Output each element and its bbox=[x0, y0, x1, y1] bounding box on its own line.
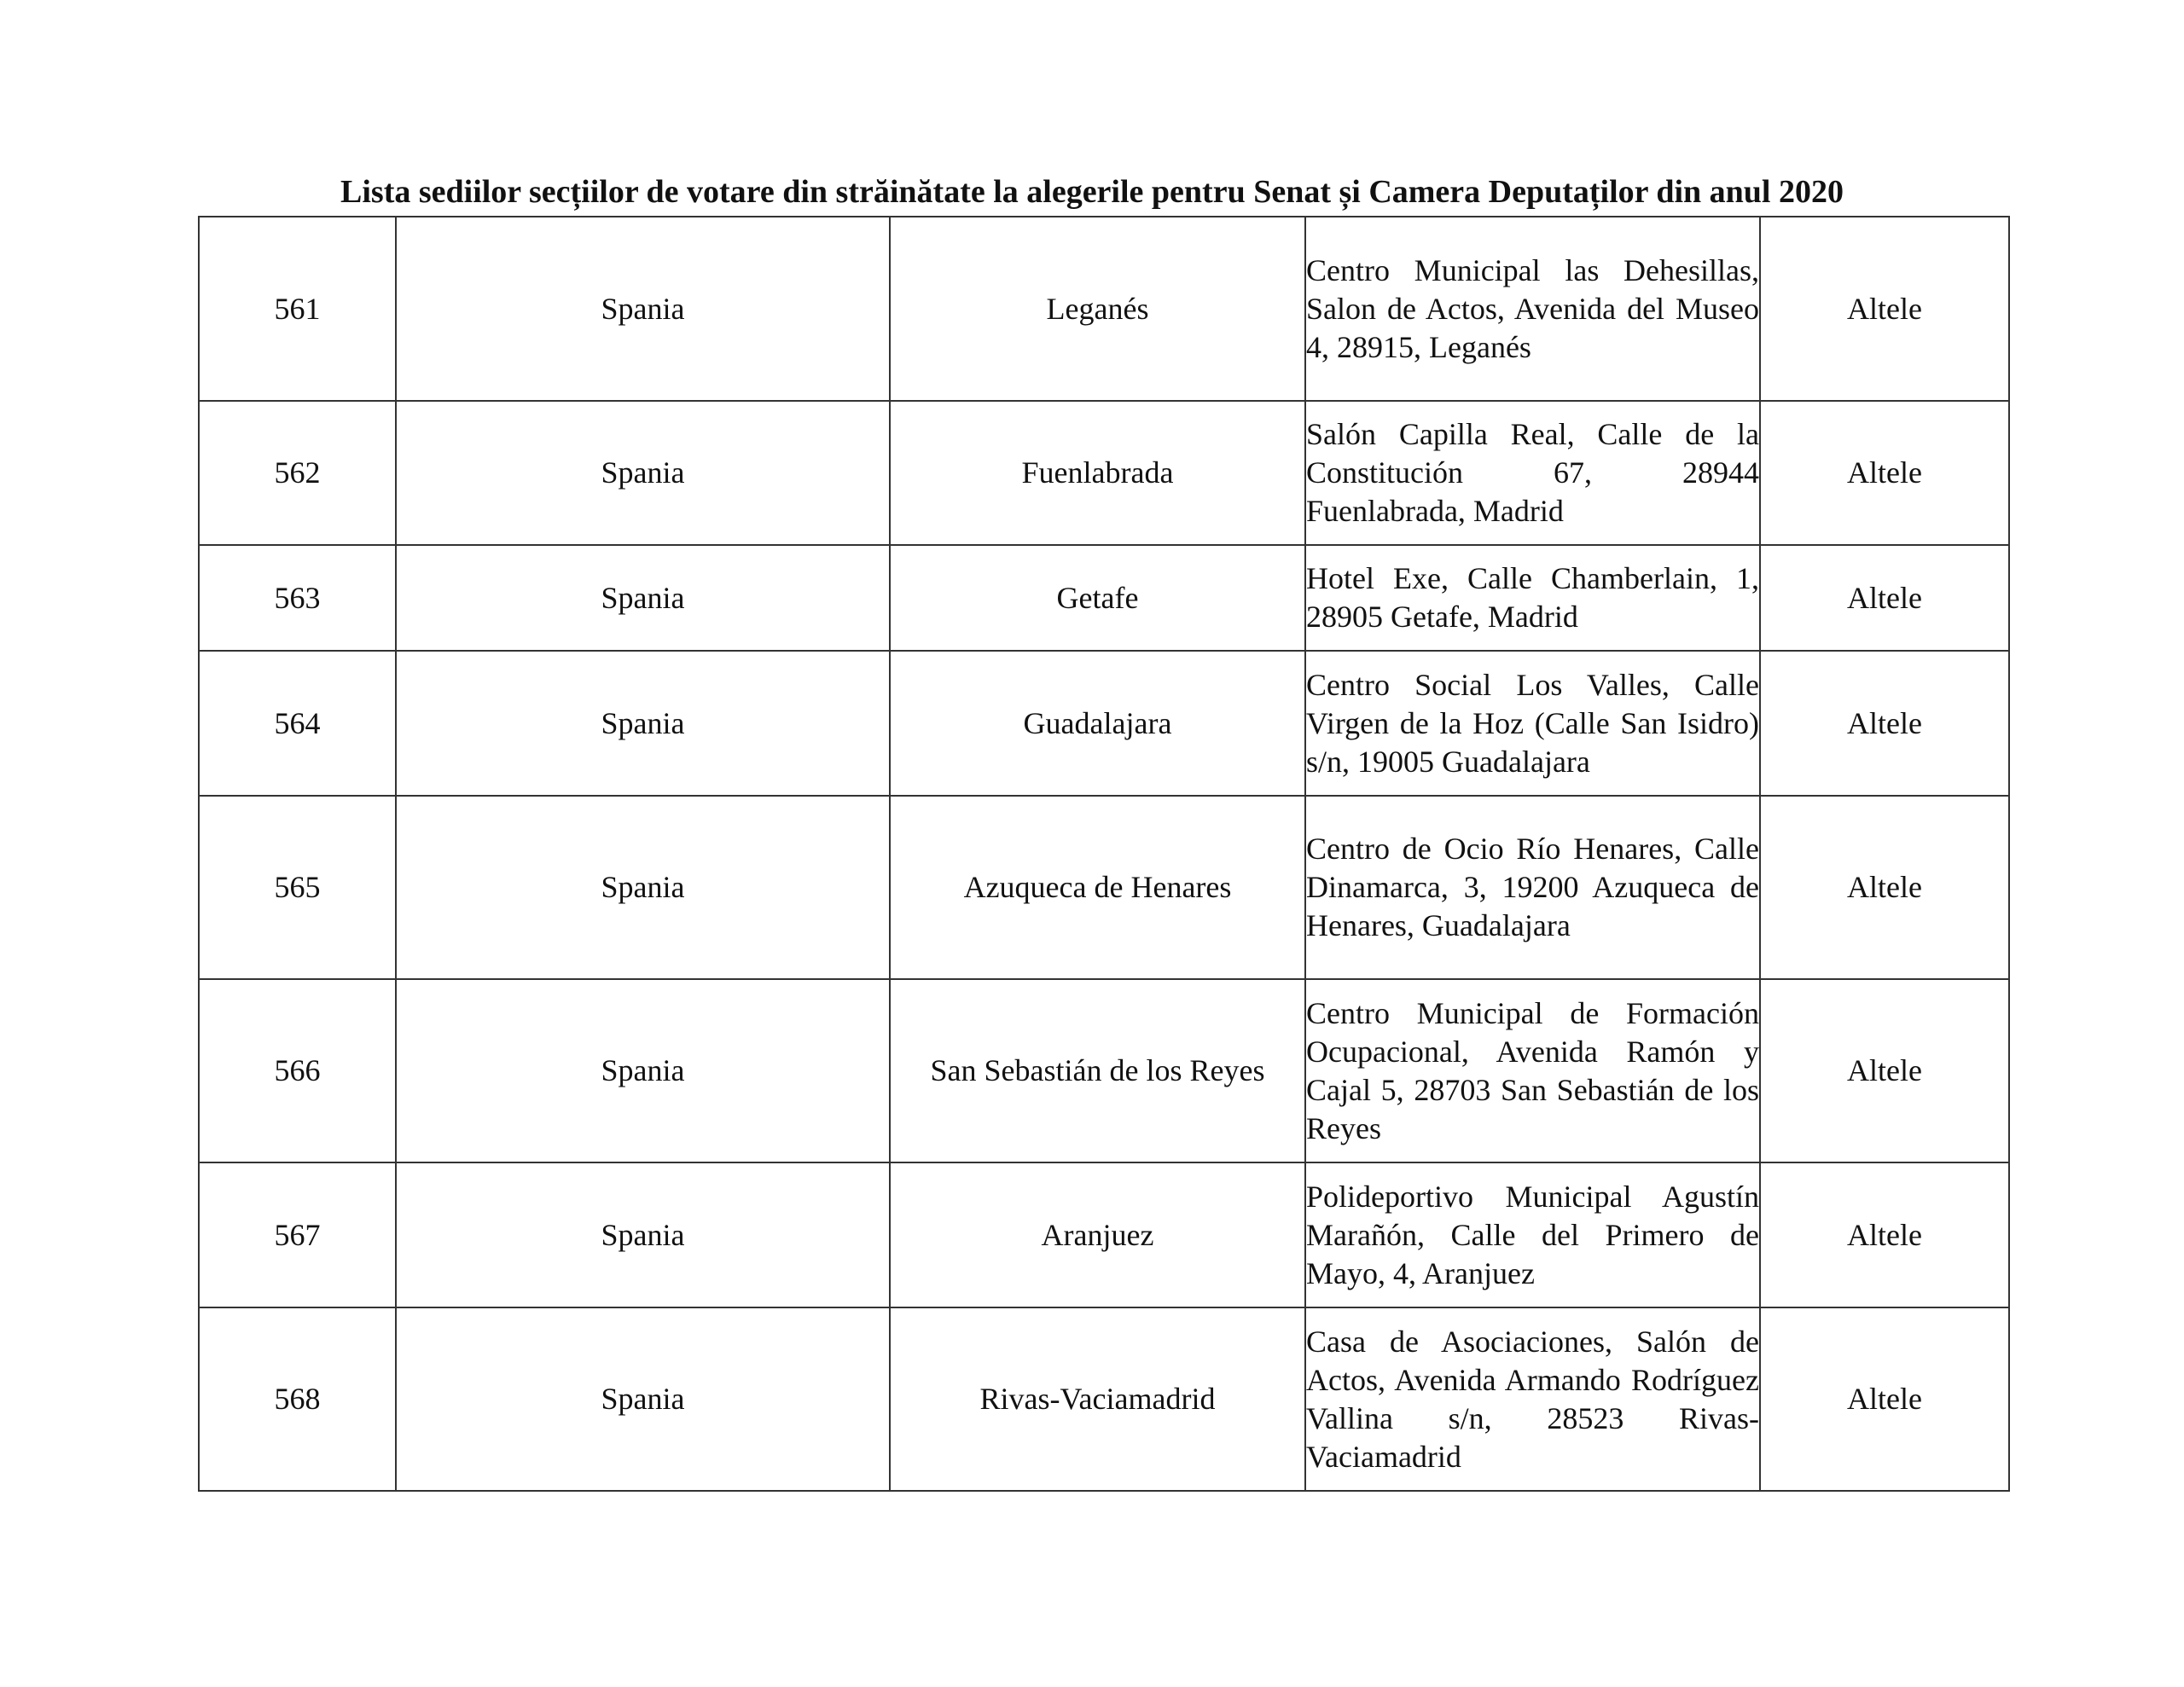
table-row bbox=[199, 217, 2009, 401]
station-number: 568 bbox=[199, 1307, 396, 1491]
station-country: Spania bbox=[396, 979, 890, 1162]
station-city: Aranjuez bbox=[890, 1162, 1305, 1307]
station-address: Polideportivo Municipal Agustín Marañón, Calle del Primero de Mayo, 4, Aranjuez bbox=[1305, 1162, 1760, 1307]
station-number: 565 bbox=[199, 796, 396, 979]
station-city: San Sebastián de los Reyes bbox=[890, 979, 1305, 1162]
table-row bbox=[199, 1162, 2009, 1307]
table-row bbox=[199, 651, 2009, 796]
table-row bbox=[199, 401, 2009, 545]
station-city: Leganés bbox=[890, 217, 1305, 401]
station-address: Salón Capilla Real, Calle de la Constitución 67, 28944 Fuenlabrada, Madrid bbox=[1305, 401, 1760, 545]
station-number: 562 bbox=[199, 401, 396, 545]
station-city: Azuqueca de Henares bbox=[890, 796, 1305, 979]
station-number: 567 bbox=[199, 1162, 396, 1307]
station-category: Altele bbox=[1760, 796, 2009, 979]
station-address: Hotel Exe, Calle Chamberlain, 1, 28905 Getafe, Madrid bbox=[1305, 545, 1760, 651]
station-category: Altele bbox=[1760, 545, 2009, 651]
table-row bbox=[199, 1307, 2009, 1491]
station-country: Spania bbox=[396, 651, 890, 796]
station-address: Centro Social Los Valles, Calle Virgen de la Hoz (Calle San Isidro) s/n, 19005 Guadalajara bbox=[1305, 651, 1760, 796]
table-row bbox=[199, 796, 2009, 979]
station-city: Rivas-Vaciamadrid bbox=[890, 1307, 1305, 1491]
page-title: Lista sediilor secțiilor de votare din străinătate la alegerile pentru Senat și Camera Deputaților din anul 2020 bbox=[340, 174, 1844, 210]
table-row bbox=[199, 545, 2009, 651]
station-country: Spania bbox=[396, 1162, 890, 1307]
station-city: Getafe bbox=[890, 545, 1305, 651]
station-city: Guadalajara bbox=[890, 651, 1305, 796]
station-country: Spania bbox=[396, 545, 890, 651]
station-category: Altele bbox=[1760, 217, 2009, 401]
station-address: Casa de Asociaciones, Salón de Actos, Avenida Armando Rodríguez Vallina s/n, 28523 Rivas-Vaciamadrid bbox=[1305, 1307, 1760, 1491]
polling-stations-table bbox=[198, 216, 2010, 1492]
station-number: 561 bbox=[199, 217, 396, 401]
station-city: Fuenlabrada bbox=[890, 401, 1305, 545]
station-number: 566 bbox=[199, 979, 396, 1162]
station-number: 563 bbox=[199, 545, 396, 651]
station-country: Spania bbox=[396, 796, 890, 979]
station-country: Spania bbox=[396, 401, 890, 545]
station-address: Centro Municipal de Formación Ocupacional, Avenida Ramón y Cajal 5, 28703 San Sebastián de los Reyes bbox=[1305, 979, 1760, 1162]
station-address: Centro Municipal las Dehesillas, Salon de Actos, Avenida del Museo 4, 28915, Leganés bbox=[1305, 217, 1760, 401]
station-number: 564 bbox=[199, 651, 396, 796]
table-row bbox=[199, 979, 2009, 1162]
station-category: Altele bbox=[1760, 401, 2009, 545]
station-category: Altele bbox=[1760, 979, 2009, 1162]
station-category: Altele bbox=[1760, 1162, 2009, 1307]
station-category: Altele bbox=[1760, 1307, 2009, 1491]
station-country: Spania bbox=[396, 217, 890, 401]
station-category: Altele bbox=[1760, 651, 2009, 796]
station-country: Spania bbox=[396, 1307, 890, 1491]
station-address: Centro de Ocio Río Henares, Calle Dinamarca, 3, 19200 Azuqueca de Henares, Guadalajara bbox=[1305, 796, 1760, 979]
